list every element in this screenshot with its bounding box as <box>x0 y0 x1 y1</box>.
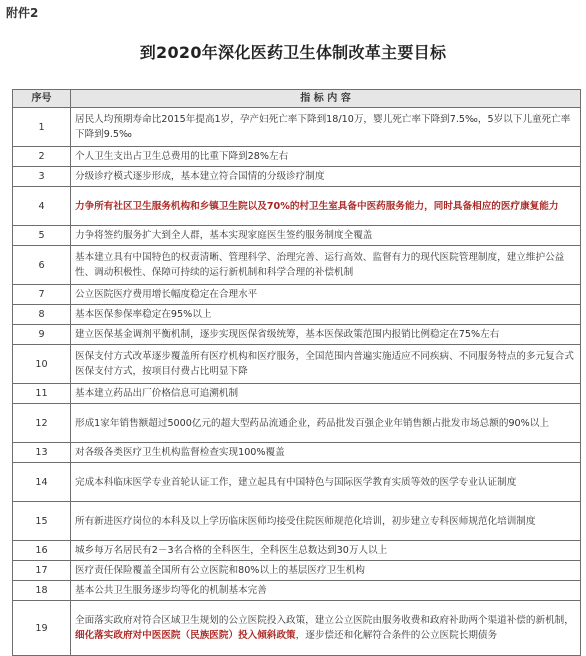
row-number: 14 <box>13 463 71 502</box>
table-row <box>13 502 581 541</box>
row-content: 建立医保基金调剂平衡机制，逐步实现医保省级统筹，基本医保政策范围内报销比例稳定在75%左右 <box>71 325 581 345</box>
attachment-label: 附件2 <box>6 6 39 20</box>
table-row <box>13 601 581 656</box>
table-row <box>13 404 581 443</box>
row-number: 2 <box>13 147 71 167</box>
table-row <box>13 581 581 601</box>
row-content: 医保支付方式改革逐步覆盖所有医疗机构和医疗服务，全国范围内普遍实施适应不同疾病、不同服务特点的多元复合式医保支付方式，按项目付费占比明显下降 <box>71 345 581 384</box>
row-number: 13 <box>13 443 71 463</box>
row-content: 完成本科临床医学专业首轮认证工作，建立起具有中国特色与国际医学教育实质等效的医学专业认证制度 <box>71 463 581 502</box>
row-content: 城乡每万名居民有2－3名合格的全科医生，全科医生总数达到30万人以上 <box>71 541 581 561</box>
row-content-part: ，逐步偿还和化解符合条件的公立医院长期债务 <box>295 630 498 641</box>
row-number: 8 <box>13 305 71 325</box>
table-row <box>13 167 581 187</box>
row-content: 公立医院医疗费用增长幅度稳定在合理水平 <box>71 285 581 305</box>
row-number: 4 <box>13 187 71 226</box>
table-row <box>13 246 581 285</box>
header-serial: 序号 <box>13 90 71 108</box>
table-row <box>13 187 581 226</box>
row-content: 医疗责任保险覆盖全国所有公立医院和80%以上的基层医疗卫生机构 <box>71 561 581 581</box>
row-content-highlighted: 力争所有社区卫生服务机构和乡镇卫生院以及70%的村卫生室具备中医药服务能力，同时具备相应的医疗康复能力 <box>71 187 581 226</box>
row-content: 形成1家年销售额超过5000亿元的超大型药品流通企业，药品批发百强企业年销售额占批发市场总额的90%以上 <box>71 404 581 443</box>
table-row <box>13 541 581 561</box>
table-row <box>13 305 581 325</box>
header-content: 指 标 内 容 <box>71 90 581 108</box>
row-number: 10 <box>13 345 71 384</box>
row-number: 7 <box>13 285 71 305</box>
row-number: 19 <box>13 601 71 656</box>
table-row <box>13 561 581 581</box>
table-row <box>13 384 581 404</box>
row-content <box>71 601 581 656</box>
row-number: 5 <box>13 226 71 246</box>
table-row <box>13 443 581 463</box>
row-content: 力争将签约服务扩大到全人群，基本实现家庭医生签约服务制度全覆盖 <box>71 226 581 246</box>
row-number: 6 <box>13 246 71 285</box>
row-number: 17 <box>13 561 71 581</box>
document-title: 到2020年深化医药卫生体制改革主要目标 <box>139 43 447 62</box>
row-number: 15 <box>13 502 71 541</box>
table-row <box>13 226 581 246</box>
row-content: 基本建立药品出厂价格信息可追溯机制 <box>71 384 581 404</box>
table-row <box>13 147 581 167</box>
table-row <box>13 285 581 305</box>
row-number: 18 <box>13 581 71 601</box>
row-content-part: 全面落实政府对符合区域卫生规划的公立医院投入政策，建立公立医院由服务收费和政府补助两个渠道补偿的新机制， <box>75 615 574 626</box>
row-content: 居民人均预期寿命比2015年提高1岁，孕产妇死亡率下降到18/10万，婴儿死亡率下降到7.5‰，5岁以下儿童死亡率下降到9.5‰ <box>71 108 581 147</box>
table-row <box>13 108 581 147</box>
row-number: 11 <box>13 384 71 404</box>
row-content: 基本建立具有中国特色的权责清晰、管理科学、治理完善、运行高效、监督有力的现代医院管理制度，建立维护公益性、调动积极性、保障可持续的运行新机制和科学合理的补偿机制 <box>71 246 581 285</box>
row-content: 基本公共卫生服务逐步均等化的机制基本完善 <box>71 581 581 601</box>
table-row <box>13 325 581 345</box>
row-content: 所有新进医疗岗位的本科及以上学历临床医师均接受住院医师规范化培训，初步建立专科医师规范化培训制度 <box>71 502 581 541</box>
row-number: 12 <box>13 404 71 443</box>
row-number: 1 <box>13 108 71 147</box>
row-number: 16 <box>13 541 71 561</box>
table-row <box>13 345 581 384</box>
row-number: 9 <box>13 325 71 345</box>
goals-table <box>12 89 581 656</box>
table-header-row <box>13 90 581 108</box>
row-content: 分级诊疗模式逐步形成，基本建立符合国情的分级诊疗制度 <box>71 167 581 187</box>
table-row <box>13 463 581 502</box>
row-content: 基本医保参保率稳定在95%以上 <box>71 305 581 325</box>
row-content: 个人卫生支出占卫生总费用的比重下降到28%左右 <box>71 147 581 167</box>
row-content-highlight: 细化落实政府对中医医院（民族医院）投入倾斜政策 <box>75 630 296 641</box>
row-number: 3 <box>13 167 71 187</box>
row-content: 对各级各类医疗卫生机构监督检查实现100%覆盖 <box>71 443 581 463</box>
